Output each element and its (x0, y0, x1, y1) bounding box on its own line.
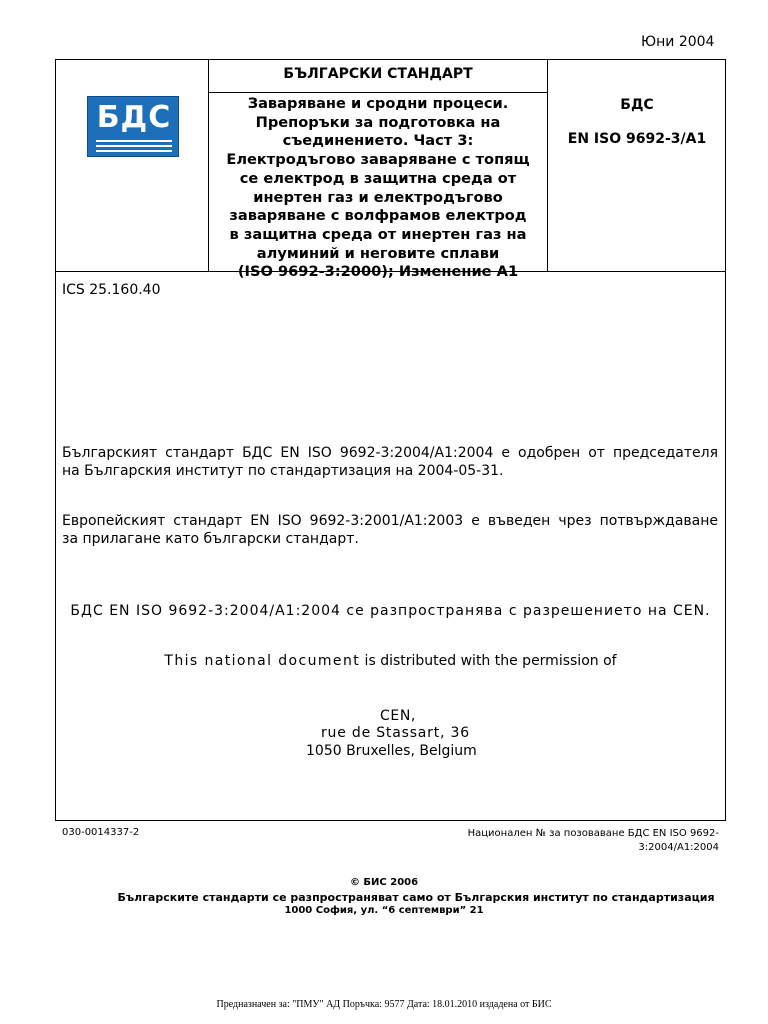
header-divider-right (547, 59, 548, 272)
national-reference (420, 827, 719, 855)
logo-line (96, 145, 172, 147)
cen-street: rue de Stassart, 36 (321, 725, 470, 741)
logo-line (96, 150, 172, 152)
standard-label: БЪЛГАРСКИ СТАНДАРТ (283, 66, 473, 82)
approval-paragraph (62, 444, 718, 480)
document-number: 030-0014337-2 (62, 827, 140, 838)
document-date: Юни 2004 (641, 34, 715, 50)
paragraph-line: за прилагане като български стандарт. (62, 531, 359, 547)
header-title-divider (208, 92, 548, 93)
document-title (212, 95, 544, 282)
copyright: © БИС 2006 (349, 877, 419, 888)
cen-city: 1050 Bruxelles, Belgium (306, 743, 477, 759)
logo-line (96, 140, 172, 142)
distribution-notice-bg: БДС EN ISO 9692-3:2004/A1:2004 се разпространява с разрешението на CEN. (70, 603, 711, 619)
bds-logo (87, 96, 179, 157)
title-line: в защитна среда от инертен газ на (229, 225, 527, 243)
bds-logo-text: БДС (96, 100, 172, 135)
title-line: алуминий и неговите сплави (256, 244, 500, 262)
distribution-notice-en-part: This national document (164, 653, 361, 669)
national-reference-line: Национален № за позоваване БДС EN ISO 9692- (467, 828, 719, 839)
standard-code: EN ISO 9692-3/A1 (567, 131, 707, 147)
title-line: инертен газ и електродъгово (253, 188, 503, 206)
paragraph-line: Европейският стандарт EN ISO 9692-3:2001/A1:2003 е въведен чрез потвърждаване (62, 513, 718, 529)
title-line: Препоръки за подготовка на (255, 113, 501, 131)
distribution-notice-en-part: is distributed with the permission of (360, 653, 617, 669)
license-note: Предназначен за: "ПМУ" АД Поръчка: 9577 Дата: 18.01.2010 издадена от БИС (216, 999, 552, 1010)
ics-code: ICS 25.160.40 (62, 282, 161, 298)
title-line: Електродъгово заваряване с топящ (226, 151, 530, 169)
paragraph-line: на Българския институт по стандартизация на 2004-05-31. (62, 463, 504, 479)
paragraph-line: Българският стандарт БДС EN ISO 9692-3:2004/A1:2004 е одобрен от председателя (62, 445, 718, 461)
distribution-notice-en (55, 653, 726, 669)
cen-name: CEN, (380, 708, 416, 724)
distribution-statement: Българските стандарти се разпространяват само от Българския институт по стандартизация (117, 891, 715, 904)
institute-address: 1000 София, ул. “6 септември” 21 (284, 905, 484, 916)
title-line: съединението. Част 3: (282, 132, 474, 150)
national-reference-line: 3:2004/A1:2004 (638, 842, 719, 853)
title-line: заваряване с волфрамов електрод (229, 207, 527, 225)
title-line: (ISO 9692-3:2000); Изменение A1 (237, 263, 519, 281)
european-standard-paragraph (62, 512, 718, 548)
standard-code-prefix: БДС (620, 97, 654, 113)
title-line: Заваряване и сродни процеси. (247, 95, 509, 112)
header-divider-left (208, 59, 209, 272)
title-line: се електрод в защитна среда от (239, 169, 517, 187)
